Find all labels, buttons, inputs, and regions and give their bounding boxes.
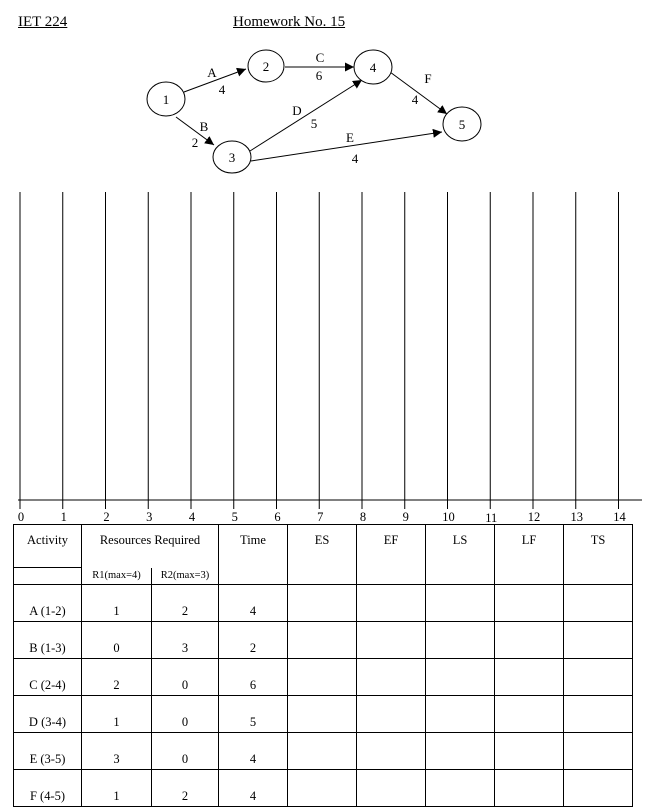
cell-activity: C (2-4) bbox=[14, 659, 82, 696]
cell-activity: F (4-5) bbox=[14, 770, 82, 807]
cell-lf[interactable] bbox=[495, 659, 564, 696]
table-header-row bbox=[14, 525, 633, 568]
table-row bbox=[14, 585, 633, 622]
cell-lf[interactable] bbox=[495, 585, 564, 622]
cell-ls[interactable] bbox=[426, 622, 495, 659]
table-row bbox=[14, 622, 633, 659]
cell-ts[interactable] bbox=[564, 659, 633, 696]
cell-ts[interactable] bbox=[564, 733, 633, 770]
timeline-tick-label: 12 bbox=[527, 510, 541, 524]
col-time: Time bbox=[219, 525, 288, 585]
node-label: 1 bbox=[162, 92, 170, 107]
cell-r1: 1 bbox=[82, 770, 152, 807]
cell-r1: 0 bbox=[82, 622, 152, 659]
timeline-tick-label: 3 bbox=[146, 510, 153, 524]
activity-label-c: C bbox=[315, 50, 325, 65]
col-r1: R1(max=4) bbox=[82, 568, 152, 585]
cell-r1: 1 bbox=[82, 585, 152, 622]
cell-time: 2 bbox=[219, 622, 288, 659]
timeline-tick-label: 2 bbox=[103, 510, 110, 524]
cell-ef[interactable] bbox=[357, 733, 426, 770]
col-ts: TS bbox=[564, 525, 633, 585]
homework-title: Homework No. 15 bbox=[233, 14, 346, 30]
node-4 bbox=[354, 50, 392, 84]
timeline-tick-label: 14 bbox=[613, 510, 626, 524]
cell-r1: 1 bbox=[82, 696, 152, 733]
activity-label-d: D bbox=[292, 103, 302, 118]
cell-lf[interactable] bbox=[495, 733, 564, 770]
node-5 bbox=[443, 107, 481, 141]
cell-ls[interactable] bbox=[426, 696, 495, 733]
timeline-tick-label: 8 bbox=[359, 510, 367, 524]
cell-time: 6 bbox=[219, 659, 288, 696]
cell-lf[interactable] bbox=[495, 696, 564, 733]
cell-activity: E (3-5) bbox=[14, 733, 82, 770]
col-ls: LS bbox=[426, 525, 495, 585]
col-resources: Resources Required bbox=[82, 525, 219, 568]
cell-time: 4 bbox=[219, 733, 288, 770]
table-row bbox=[14, 733, 633, 770]
cell-es[interactable] bbox=[288, 659, 357, 696]
duration-label-a: 4 bbox=[218, 82, 226, 97]
cell-ls[interactable] bbox=[426, 733, 495, 770]
cell-time: 4 bbox=[219, 770, 288, 807]
resource-timeline-grid bbox=[18, 192, 642, 525]
cell-r2: 0 bbox=[152, 733, 219, 770]
node-label: 5 bbox=[458, 117, 466, 132]
col-ef: EF bbox=[357, 525, 426, 585]
cell-r1: 3 bbox=[82, 733, 152, 770]
node-label: 2 bbox=[262, 59, 270, 74]
cell-ts[interactable] bbox=[564, 696, 633, 733]
cell-ef[interactable] bbox=[357, 622, 426, 659]
cell-lf[interactable] bbox=[495, 622, 564, 659]
timeline-tick-label: 6 bbox=[274, 510, 281, 524]
cell-time: 5 bbox=[219, 696, 288, 733]
col-lf: LF bbox=[495, 525, 564, 585]
cell-es[interactable] bbox=[288, 733, 357, 770]
col-r2: R2(max=3) bbox=[152, 568, 219, 585]
cell-r2: 0 bbox=[152, 696, 219, 733]
cell-ls[interactable] bbox=[426, 659, 495, 696]
duration-label-d: 5 bbox=[310, 116, 318, 131]
node-label: 4 bbox=[369, 60, 377, 75]
cell-ts[interactable] bbox=[564, 585, 633, 622]
arrow-f bbox=[390, 72, 447, 114]
activity-label-f: F bbox=[424, 71, 432, 86]
timeline-tick-label: 5 bbox=[231, 510, 238, 524]
timeline-tick-label: 11 bbox=[485, 511, 498, 525]
cell-activity: D (3-4) bbox=[14, 696, 82, 733]
col-activity-sub bbox=[14, 568, 82, 585]
cell-r2: 3 bbox=[152, 622, 219, 659]
cell-es[interactable] bbox=[288, 585, 357, 622]
duration-label-f: 4 bbox=[411, 92, 419, 107]
node-3 bbox=[213, 141, 251, 173]
cell-ef[interactable] bbox=[357, 585, 426, 622]
timeline-tick-label: 10 bbox=[442, 510, 455, 524]
timeline-tick-label: 13 bbox=[570, 510, 583, 524]
col-es: ES bbox=[288, 525, 357, 585]
activity-label-e: E bbox=[346, 130, 354, 145]
activity-table bbox=[13, 524, 633, 807]
cell-r2: 2 bbox=[152, 585, 219, 622]
cell-activity: B (1-3) bbox=[14, 622, 82, 659]
cell-ef[interactable] bbox=[357, 696, 426, 733]
cell-ts[interactable] bbox=[564, 622, 633, 659]
timeline-tick-label: 4 bbox=[188, 510, 196, 524]
duration-label-b: 2 bbox=[191, 135, 199, 150]
node-1 bbox=[147, 82, 185, 116]
node-2 bbox=[248, 50, 284, 82]
activity-label-b: B bbox=[199, 119, 209, 134]
course-title: IET 224 bbox=[18, 14, 68, 30]
cell-r1: 2 bbox=[82, 659, 152, 696]
table-row bbox=[14, 696, 633, 733]
cell-r2: 2 bbox=[152, 770, 219, 807]
activity-label-a: A bbox=[207, 65, 217, 80]
duration-label-c: 6 bbox=[315, 68, 323, 83]
timeline-tick-label: 9 bbox=[402, 510, 409, 524]
cell-r2: 0 bbox=[152, 659, 219, 696]
timeline-tick-label: 0 bbox=[17, 510, 25, 524]
cell-ls[interactable] bbox=[426, 585, 495, 622]
table-row bbox=[14, 659, 633, 696]
cell-time: 4 bbox=[219, 585, 288, 622]
duration-label-e: 4 bbox=[351, 151, 359, 166]
cell-activity: A (1-2) bbox=[14, 585, 82, 622]
col-activity: Activity bbox=[14, 525, 82, 568]
timeline-tick-label: 7 bbox=[317, 510, 324, 524]
node-label: 3 bbox=[228, 150, 236, 165]
timeline-tick-label: 1 bbox=[60, 510, 67, 524]
cell-ef[interactable] bbox=[357, 659, 426, 696]
cell-es[interactable] bbox=[288, 696, 357, 733]
cell-es[interactable] bbox=[288, 622, 357, 659]
